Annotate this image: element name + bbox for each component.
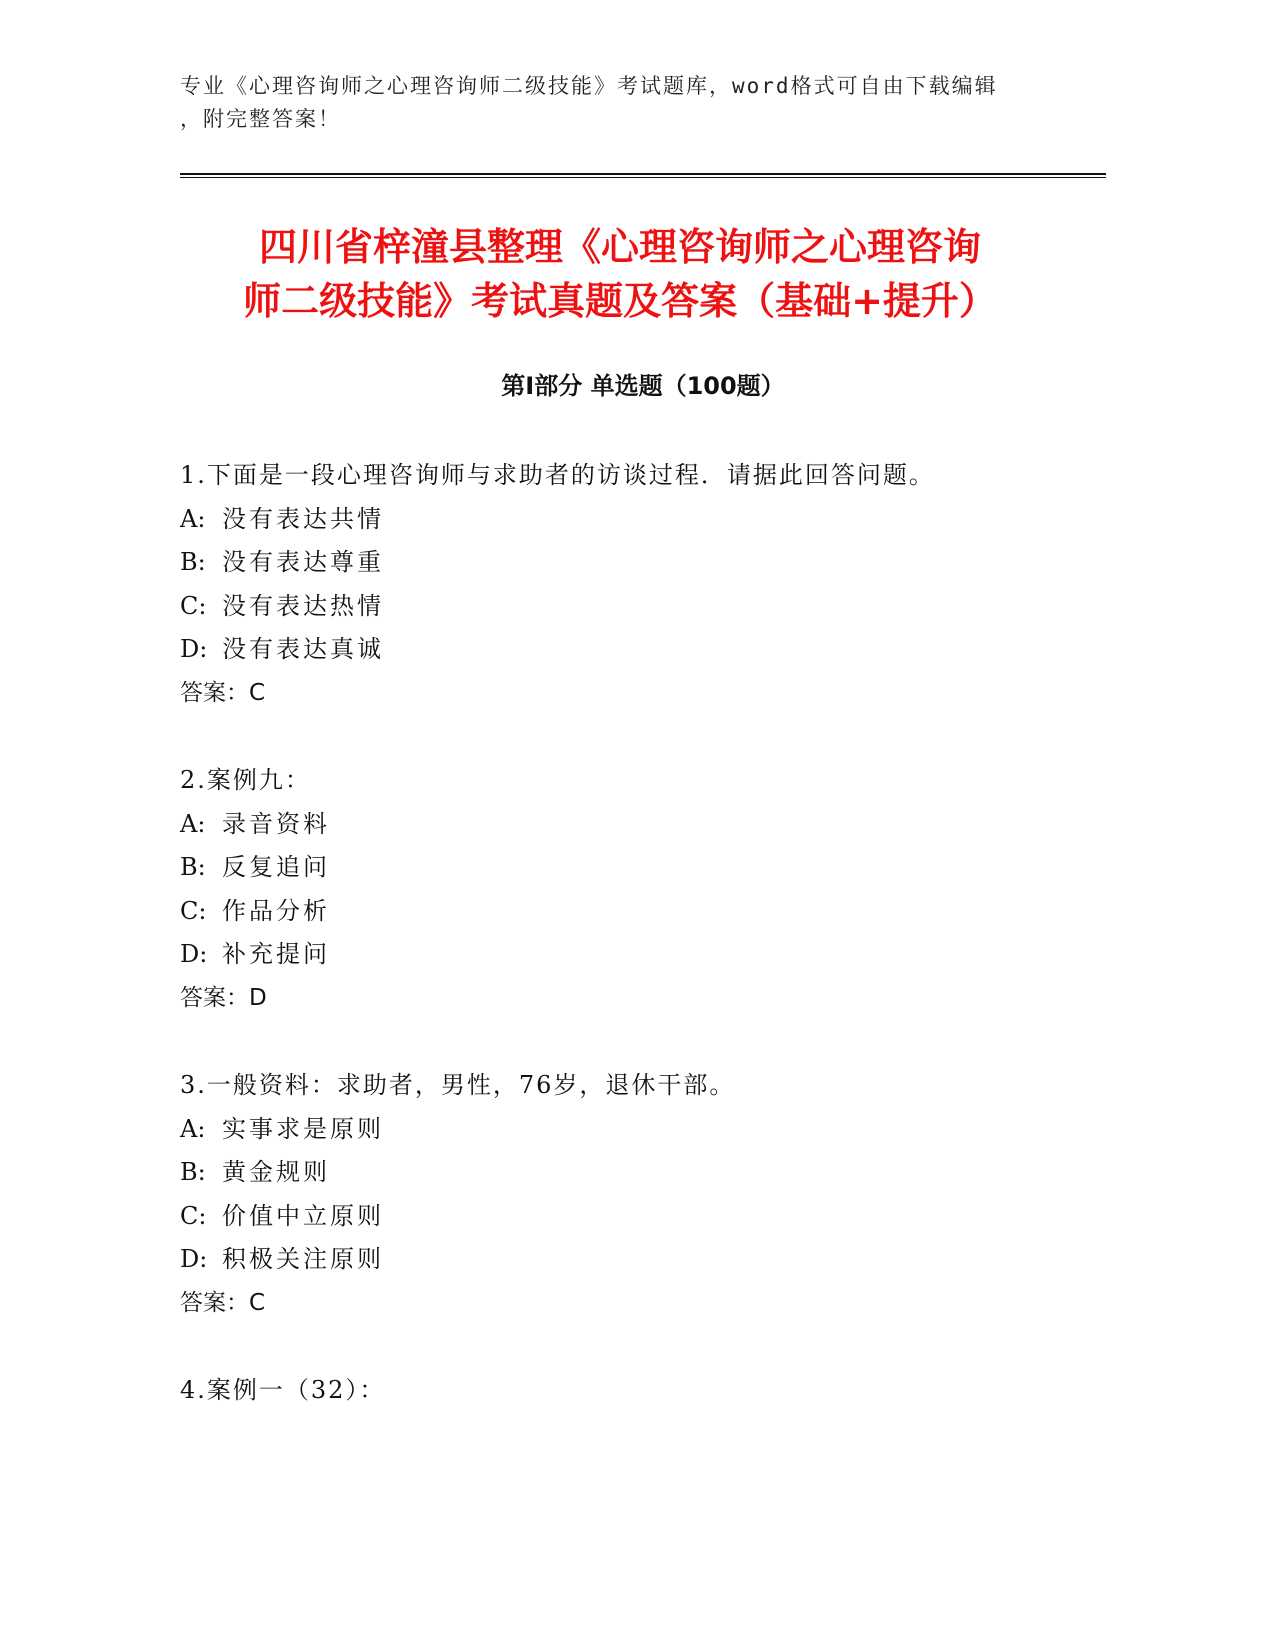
option-text: 没有表达共情 — [222, 504, 384, 533]
option-key: C: — [180, 1201, 207, 1230]
question-answer: 答案：C — [180, 679, 266, 706]
option-key: D: — [180, 940, 208, 968]
option-text: 反复追问 — [222, 853, 330, 881]
section-title: 第Ⅰ部分 单选题（100题） — [501, 372, 785, 400]
option-key: A: — [180, 1114, 206, 1143]
question-option — [180, 846, 1106, 890]
question-option — [180, 933, 1106, 977]
option-text: 实事求是原则 — [222, 1114, 384, 1143]
option-text: 黄金规则 — [222, 1158, 330, 1186]
question-option — [180, 585, 1106, 629]
option-text: 补充提问 — [222, 940, 330, 968]
option-text: 积极关注原则 — [222, 1245, 384, 1273]
option-key: B: — [180, 548, 206, 576]
question-item — [180, 1064, 1106, 1325]
question-item — [180, 759, 1106, 1020]
question-stem: 4.案例一（32）： — [180, 1376, 386, 1404]
question-option — [180, 1108, 1106, 1152]
option-key: D: — [180, 1245, 208, 1273]
question-stem: 2.案例九： — [180, 766, 311, 794]
question-option — [180, 1238, 1106, 1282]
header-divider — [180, 173, 1106, 178]
option-key: C: — [180, 591, 207, 620]
option-text: 没有表达尊重 — [222, 548, 384, 576]
option-text: 没有表达热情 — [222, 591, 384, 620]
question-option — [180, 1195, 1106, 1239]
question-answer: 答案：D — [180, 984, 267, 1011]
document-title-line: 师二级技能》考试真题及答案（基础+提升） — [243, 279, 997, 323]
option-key: A: — [180, 504, 206, 533]
option-text: 作品分析 — [222, 896, 330, 925]
question-option — [180, 1151, 1106, 1195]
question-option — [180, 628, 1106, 672]
document-title-line: 四川省梓潼县整理《心理咨询师之心理咨询 — [258, 225, 981, 269]
option-key: B: — [180, 1158, 206, 1186]
header-note — [180, 70, 1060, 136]
option-text: 价值中立原则 — [222, 1201, 384, 1230]
option-text: 没有表达真诚 — [222, 635, 384, 663]
question-stem: 1.下面是一段心理咨询师与求助者的访谈过程．请据此回答问题。 — [180, 461, 935, 489]
header-note-line: 专业《心理咨询师之心理咨询师二级技能》考试题库，word格式可自由下载编辑 — [180, 74, 998, 98]
option-key: C: — [180, 896, 207, 925]
option-key: D: — [180, 635, 208, 663]
option-text: 录音资料 — [222, 809, 330, 838]
question-item — [180, 454, 1106, 715]
question-answer: 答案：C — [180, 1289, 266, 1316]
question-option — [180, 890, 1106, 934]
question-stem: 3.一般资料：求助者，男性，76岁，退休干部。 — [180, 1071, 736, 1099]
option-key: A: — [180, 809, 206, 838]
question-option — [180, 803, 1106, 847]
header-note-line: ，附完整答案！ — [180, 107, 341, 131]
option-key: B: — [180, 853, 206, 881]
question-item — [180, 1369, 1106, 1413]
document-title — [180, 220, 1060, 328]
question-option — [180, 498, 1106, 542]
question-list — [180, 454, 1106, 1457]
question-option — [180, 541, 1106, 585]
